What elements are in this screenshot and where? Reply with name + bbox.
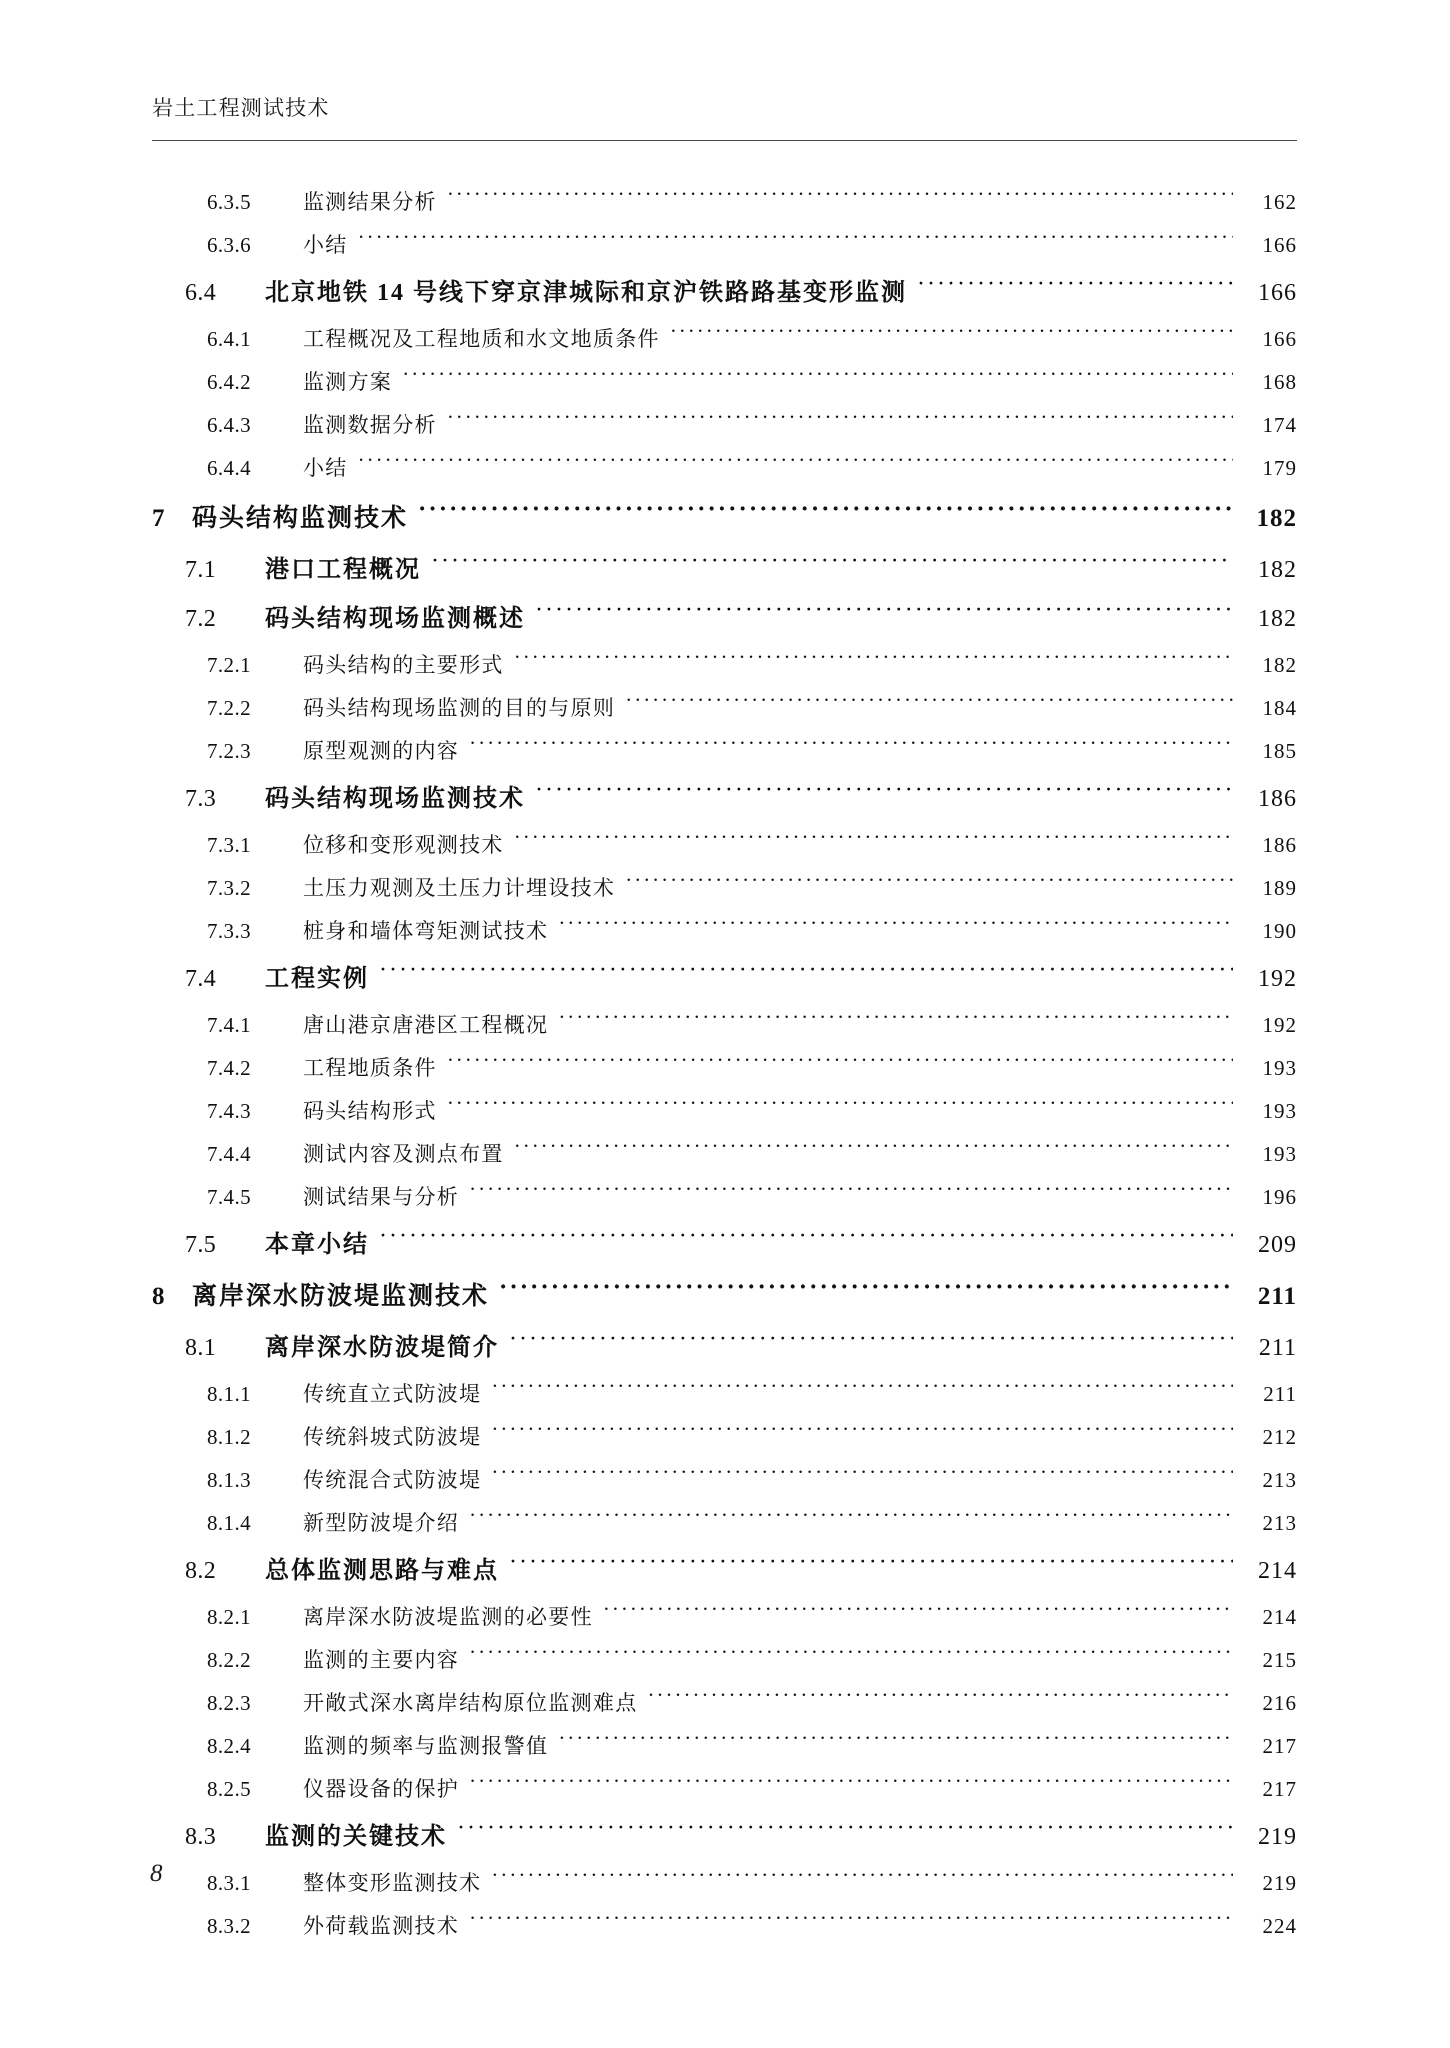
- toc-entry-title: 监测的主要内容: [303, 1648, 460, 1672]
- toc-entry-page-number: 166: [1262, 233, 1297, 257]
- toc-dot-leader: [491, 1466, 1233, 1487]
- toc-entry-title: 监测的频率与监测报警值: [303, 1734, 549, 1758]
- toc-dot-leader: [379, 1228, 1233, 1252]
- toc-entry-page-number: 179: [1262, 456, 1297, 480]
- toc-entry-title: 本章小结: [265, 1232, 369, 1258]
- toc-entry-page-number: 216: [1262, 1691, 1297, 1715]
- toc-entry-number: 6.4.2: [207, 370, 251, 394]
- toc-dot-leader: [358, 231, 1233, 252]
- table-of-contents: [152, 170, 1297, 1955]
- toc-entry-page-number: 219: [1262, 1871, 1297, 1895]
- toc-entry-page-number: 213: [1262, 1468, 1297, 1492]
- toc-entry-title: 北京地铁 14 号线下穿京津城际和京沪铁路路基变形监测: [265, 280, 907, 306]
- toc-entry-7-2-2[interactable]: [152, 694, 1297, 719]
- toc-entry-number: 8.1.1: [207, 1382, 251, 1406]
- toc-entry-page-number: 174: [1262, 413, 1297, 437]
- toc-dot-leader: [447, 1054, 1233, 1075]
- toc-entry-page-number: 211: [1257, 1283, 1297, 1310]
- toc-entry-6-4-2[interactable]: [152, 368, 1297, 393]
- toc-entry-title: 监测结果分析: [303, 190, 437, 214]
- toc-entry-6-4-4[interactable]: [152, 454, 1297, 479]
- toc-entry-page-number: 186: [1262, 833, 1297, 857]
- toc-entry-number: 8.2.2: [207, 1648, 251, 1672]
- toc-entry-title: 码头结构形式: [303, 1099, 437, 1123]
- toc-entry-title: 仪器设备的保护: [303, 1777, 460, 1801]
- toc-entry-title: 新型防波堤介绍: [303, 1511, 460, 1535]
- toc-entry-title: 离岸深水防波堤简介: [265, 1335, 499, 1361]
- toc-entry-title: 码头结构现场监测的目的与原则: [303, 696, 616, 720]
- toc-entry-number: 7.1: [185, 557, 217, 583]
- toc-entry-number: 7.3.2: [207, 876, 251, 900]
- toc-entry-number: 7.4.5: [207, 1185, 251, 1209]
- toc-entry-7-3[interactable]: [152, 782, 1297, 811]
- toc-entry-title: 码头结构监测技术: [192, 505, 409, 532]
- toc-entry-7-5[interactable]: [152, 1228, 1297, 1257]
- toc-dot-leader: [514, 831, 1233, 852]
- toc-entry-page-number: 193: [1262, 1142, 1297, 1166]
- toc-entry-title: 码头结构的主要形式: [303, 653, 504, 677]
- toc-entry-7-3-3[interactable]: [152, 917, 1297, 942]
- toc-dot-leader: [379, 962, 1233, 986]
- toc-dot-leader: [625, 694, 1233, 715]
- toc-entry-8-1-2[interactable]: [152, 1423, 1297, 1448]
- toc-entry-number: 6.4: [185, 280, 217, 306]
- toc-entry-number: 6.3.6: [207, 233, 251, 257]
- toc-entry-number: 7.3.1: [207, 833, 251, 857]
- toc-entry-page-number: 219: [1258, 1824, 1297, 1850]
- toc-entry-6-4[interactable]: [152, 276, 1297, 305]
- toc-entry-page-number: 186: [1258, 786, 1297, 812]
- toc-dot-leader: [509, 1554, 1233, 1578]
- toc-dot-leader: [670, 325, 1233, 346]
- toc-entry-page-number: 211: [1263, 1382, 1297, 1406]
- toc-entry-page-number: 213: [1262, 1511, 1297, 1535]
- toc-entry-title: 码头结构现场监测技术: [265, 786, 525, 812]
- toc-entry-title: 工程地质条件: [303, 1056, 437, 1080]
- toc-entry-6-4-3[interactable]: [152, 411, 1297, 436]
- toc-entry-page-number: 209: [1258, 1232, 1297, 1258]
- toc-dot-leader: [535, 602, 1233, 626]
- toc-dot-leader: [469, 1183, 1233, 1204]
- toc-entry-8-1[interactable]: [152, 1331, 1297, 1360]
- toc-entry-7-4-2[interactable]: [152, 1054, 1297, 1079]
- toc-entry-number: 8.3.2: [207, 1914, 251, 1938]
- toc-entry-page-number: 190: [1262, 919, 1297, 943]
- toc-entry-title: 监测方案: [303, 370, 393, 394]
- toc-entry-7-4[interactable]: [152, 962, 1297, 991]
- toc-entry-page-number: 214: [1258, 1558, 1297, 1584]
- toc-entry-title: 测试结果与分析: [303, 1185, 460, 1209]
- running-header-title: 岩土工程测试技术: [152, 96, 330, 120]
- toc-dot-leader: [469, 737, 1233, 758]
- toc-dot-leader: [535, 782, 1233, 806]
- toc-entry-title: 测试内容及测点布置: [303, 1142, 504, 1166]
- toc-dot-leader: [558, 1732, 1233, 1753]
- toc-dot-leader: [358, 454, 1233, 475]
- toc-entry-title: 离岸深水防波堤监测的必要性: [303, 1605, 593, 1629]
- toc-dot-leader: [469, 1646, 1233, 1667]
- toc-dot-leader: [625, 874, 1233, 895]
- toc-entry-title: 唐山港京唐港区工程概况: [303, 1013, 549, 1037]
- toc-dot-leader: [514, 1140, 1233, 1161]
- toc-entry-title: 桩身和墙体弯矩测试技术: [303, 919, 549, 943]
- toc-entry-number: 8.1.2: [207, 1425, 251, 1449]
- toc-entry-page-number: 217: [1262, 1777, 1297, 1801]
- toc-entry-8-1-4[interactable]: [152, 1509, 1297, 1534]
- toc-entry-number: 8.1.3: [207, 1468, 251, 1492]
- toc-dot-leader: [469, 1912, 1233, 1933]
- toc-entry-title: 港口工程概况: [265, 557, 421, 583]
- toc-entry-page-number: 182: [1262, 653, 1297, 677]
- toc-entry-number: 8.1: [185, 1335, 217, 1361]
- toc-entry-title: 码头结构现场监测概述: [265, 606, 525, 632]
- toc-entry-8-3[interactable]: [152, 1820, 1297, 1849]
- toc-entry-8-1-3[interactable]: [152, 1466, 1297, 1491]
- toc-entry-8-2-1[interactable]: [152, 1603, 1297, 1628]
- toc-entry-title: 小结: [303, 233, 348, 257]
- toc-dot-leader: [514, 651, 1233, 672]
- toc-entry-title: 工程概况及工程地质和水文地质条件: [303, 327, 660, 351]
- toc-entry-title: 传统直立式防波堤: [303, 1382, 482, 1406]
- toc-entry-page-number: 217: [1262, 1734, 1297, 1758]
- toc-entry-number: 8.3.1: [207, 1871, 251, 1895]
- toc-entry-7-4-3[interactable]: [152, 1097, 1297, 1122]
- toc-entry-page-number: 189: [1262, 876, 1297, 900]
- toc-entry-7-2[interactable]: [152, 602, 1297, 631]
- toc-entry-title: 传统混合式防波堤: [303, 1468, 482, 1492]
- toc-entry-page-number: 182: [1256, 505, 1297, 532]
- toc-entry-page-number: 215: [1262, 1648, 1297, 1672]
- toc-entry-page-number: 166: [1262, 327, 1297, 351]
- toc-entry-number: 7.2.2: [207, 696, 251, 720]
- toc-entry-page-number: 185: [1262, 739, 1297, 763]
- toc-entry-8-2-5[interactable]: [152, 1775, 1297, 1800]
- toc-dot-leader: [402, 368, 1233, 389]
- toc-dot-leader: [509, 1331, 1233, 1355]
- toc-entry-page-number: 212: [1262, 1425, 1297, 1449]
- toc-entry-number: 7: [152, 505, 165, 532]
- toc-dot-leader: [418, 501, 1233, 526]
- toc-entry-page-number: 224: [1262, 1914, 1297, 1938]
- toc-entry-number: 6.4.1: [207, 327, 251, 351]
- toc-entry-6-3-6[interactable]: [152, 231, 1297, 256]
- header-rule: [152, 140, 1297, 141]
- toc-dot-leader: [447, 188, 1233, 209]
- toc-entry-number: 8.2.1: [207, 1605, 251, 1629]
- toc-entry-number: 8.2.5: [207, 1777, 251, 1801]
- toc-entry-8[interactable]: [152, 1279, 1297, 1309]
- page-folio: 8: [150, 1860, 163, 1887]
- toc-entry-page-number: 182: [1258, 557, 1297, 583]
- toc-entry-6-3-5[interactable]: [152, 188, 1297, 213]
- toc-entry-7-2-3[interactable]: [152, 737, 1297, 762]
- toc-dot-leader: [447, 1097, 1233, 1118]
- toc-entry-title: 离岸深水防波堤监测技术: [192, 1283, 490, 1310]
- toc-entry-number: 7.2: [185, 606, 217, 632]
- toc-entry-6-4-1[interactable]: [152, 325, 1297, 350]
- toc-dot-leader: [917, 276, 1233, 300]
- toc-entry-number: 7.4.2: [207, 1056, 251, 1080]
- toc-dot-leader: [648, 1689, 1234, 1710]
- toc-entry-8-2-2[interactable]: [152, 1646, 1297, 1671]
- toc-entry-page-number: 196: [1262, 1185, 1297, 1209]
- toc-entry-number: 7.4.3: [207, 1099, 251, 1123]
- toc-entry-number: 7.5: [185, 1232, 217, 1258]
- toc-dot-leader: [558, 1011, 1233, 1032]
- toc-entry-8-3-2[interactable]: [152, 1912, 1297, 1937]
- toc-entry-page-number: 192: [1262, 1013, 1297, 1037]
- toc-entry-number: 8.1.4: [207, 1511, 251, 1535]
- toc-entry-title: 传统斜坡式防波堤: [303, 1425, 482, 1449]
- toc-dot-leader: [491, 1423, 1233, 1444]
- toc-entry-page-number: 193: [1262, 1056, 1297, 1080]
- toc-entry-number: 6.3.5: [207, 190, 251, 214]
- toc-entry-7[interactable]: [152, 501, 1297, 531]
- toc-entry-7-4-4[interactable]: [152, 1140, 1297, 1165]
- toc-entry-8-2[interactable]: [152, 1554, 1297, 1583]
- toc-dot-leader: [469, 1509, 1233, 1530]
- toc-entry-number: 8: [152, 1283, 165, 1310]
- toc-entry-title: 外荷载监测技术: [303, 1914, 460, 1938]
- toc-dot-leader: [491, 1380, 1233, 1401]
- toc-entry-title: 监测的关键技术: [265, 1824, 447, 1850]
- toc-entry-title: 开敞式深水离岸结构原位监测难点: [303, 1691, 638, 1715]
- toc-entry-7-3-2[interactable]: [152, 874, 1297, 899]
- toc-entry-number: 7.2.3: [207, 739, 251, 763]
- toc-entry-title: 监测数据分析: [303, 413, 437, 437]
- toc-entry-number: 7.4.1: [207, 1013, 251, 1037]
- toc-entry-8-1-1[interactable]: [152, 1380, 1297, 1405]
- toc-entry-page-number: 184: [1262, 696, 1297, 720]
- toc-entry-number: 8.2.4: [207, 1734, 251, 1758]
- toc-entry-7-3-1[interactable]: [152, 831, 1297, 856]
- toc-entry-page-number: 166: [1258, 280, 1297, 306]
- toc-entry-number: 8.3: [185, 1824, 217, 1850]
- toc-entry-8-2-4[interactable]: [152, 1732, 1297, 1757]
- toc-entry-page-number: 214: [1262, 1605, 1297, 1629]
- toc-entry-number: 6.4.3: [207, 413, 251, 437]
- toc-entry-page-number: 168: [1262, 370, 1297, 394]
- toc-entry-page-number: 192: [1258, 966, 1297, 992]
- toc-entry-number: 8.2.3: [207, 1691, 251, 1715]
- toc-entry-title: 工程实例: [265, 966, 369, 992]
- toc-entry-7-4-5[interactable]: [152, 1183, 1297, 1208]
- toc-dot-leader: [431, 553, 1233, 577]
- toc-entry-title: 总体监测思路与难点: [265, 1558, 499, 1584]
- toc-entry-number: 7.4.4: [207, 1142, 251, 1166]
- toc-entry-7-1[interactable]: [152, 553, 1297, 582]
- toc-entry-page-number: 182: [1258, 606, 1297, 632]
- toc-entry-title: 土压力观测及土压力计埋设技术: [303, 876, 616, 900]
- toc-entry-7-4-1[interactable]: [152, 1011, 1297, 1036]
- toc-entry-7-2-1[interactable]: [152, 651, 1297, 676]
- toc-dot-leader: [558, 917, 1233, 938]
- toc-entry-number: 7.3.3: [207, 919, 251, 943]
- toc-dot-leader: [457, 1820, 1233, 1844]
- toc-entry-title: 原型观测的内容: [303, 739, 460, 763]
- toc-entry-page-number: 211: [1258, 1335, 1297, 1361]
- toc-entry-8-2-3[interactable]: [152, 1689, 1297, 1714]
- toc-dot-leader: [603, 1603, 1233, 1624]
- toc-entry-title: 整体变形监测技术: [303, 1871, 482, 1895]
- toc-dot-leader: [491, 1869, 1233, 1890]
- toc-dot-leader: [499, 1279, 1233, 1304]
- toc-entry-title: 小结: [303, 456, 348, 480]
- toc-dot-leader: [447, 411, 1233, 432]
- toc-entry-number: 7.3: [185, 786, 217, 812]
- toc-dot-leader: [469, 1775, 1233, 1796]
- toc-entry-number: 6.4.4: [207, 456, 251, 480]
- toc-entry-number: 7.4: [185, 966, 217, 992]
- toc-entry-title: 位移和变形观测技术: [303, 833, 504, 857]
- toc-entry-page-number: 162: [1262, 190, 1297, 214]
- toc-entry-page-number: 193: [1262, 1099, 1297, 1123]
- toc-entry-number: 8.2: [185, 1558, 217, 1584]
- toc-entry-8-3-1[interactable]: [152, 1869, 1297, 1894]
- toc-entry-number: 7.2.1: [207, 653, 251, 677]
